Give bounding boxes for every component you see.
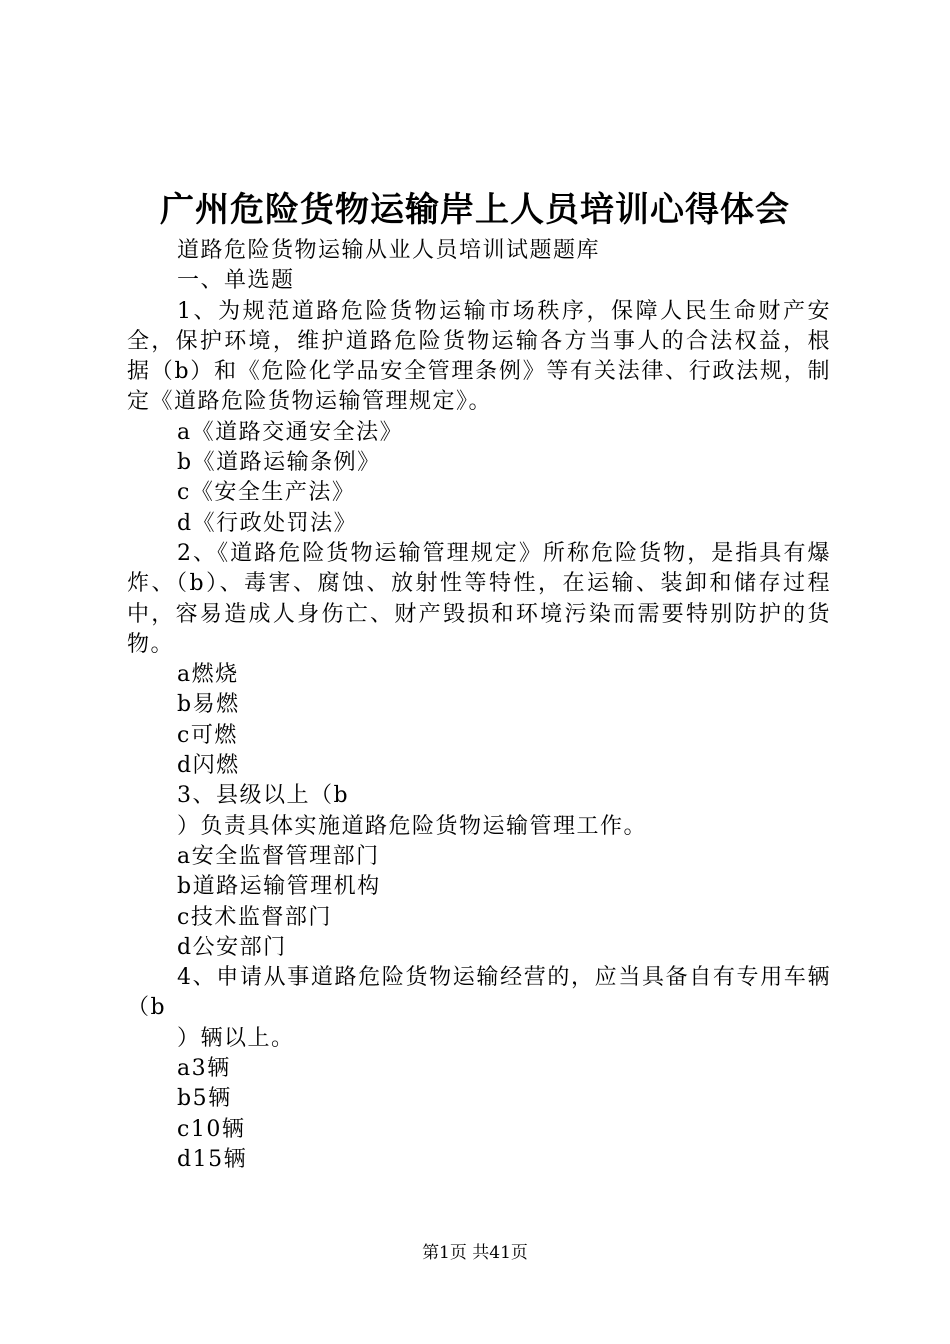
option-2c: c可燃 (177, 722, 238, 748)
option-2d: d闪燃 (177, 753, 240, 779)
question-2: 2、《道路危险货物运输管理规定》所称危险货物，是指具有爆炸、（b）、毒害、腐蚀、放射性等特性，在运输、装卸和储存过程中，容易造成人身伤亡、财产毁损和环境污染而需要特别防护的货物。 (127, 540, 831, 657)
option-1d: d《行政处罚法》 (177, 510, 358, 536)
option-1c: c《安全生产法》 (177, 480, 356, 506)
option-2b: b易燃 (177, 692, 240, 718)
option-3b: b道路运输管理机构 (177, 874, 381, 900)
paragraph: 道路危险货物运输从业人员培训试题题库 (177, 238, 601, 263)
document-title: 广州危险货物运输岸上人员培训心得体会 (160, 190, 790, 230)
option-2a: a燃烧 (177, 662, 239, 688)
question-4: 4、申请从事道路危险货物运输经营的，应当具备自有专用车辆（b (127, 965, 831, 1021)
question-3-continued: ）负责具体实施道路危险货物运输管理工作。 (177, 813, 648, 839)
option-3c: c技术监督部门 (177, 904, 332, 930)
option-3a: a安全监督管理部门 (177, 843, 380, 869)
section-heading: 一、单选题 (177, 268, 295, 294)
question-3: 3、县级以上（b (177, 783, 350, 809)
option-1b: b《道路运输条例》 (177, 450, 381, 476)
question-1: 1、为规范道路危险货物运输市场秩序，保障人民生命财产安全，保护环境，维护道路危险货物运输各方当事人的合法权益，根据（b）和《危险化学品安全管理条例》等有关法律、行政法规，制定《道路危险货物运输管理规定》。 (127, 298, 831, 415)
document-body (127, 236, 831, 1175)
option-4b: b5辆 (177, 1086, 232, 1112)
page-number: 第1页 共41页 (422, 1243, 528, 1263)
option-3d: d公安部门 (177, 934, 287, 960)
option-1a: a《道路交通安全法》 (177, 419, 404, 445)
option-4c: c10辆 (177, 1116, 246, 1142)
option-4a: a3辆 (177, 1056, 231, 1082)
option-4d: d15辆 (177, 1146, 248, 1172)
question-4-continued: ）辆以上。 (177, 1025, 295, 1051)
